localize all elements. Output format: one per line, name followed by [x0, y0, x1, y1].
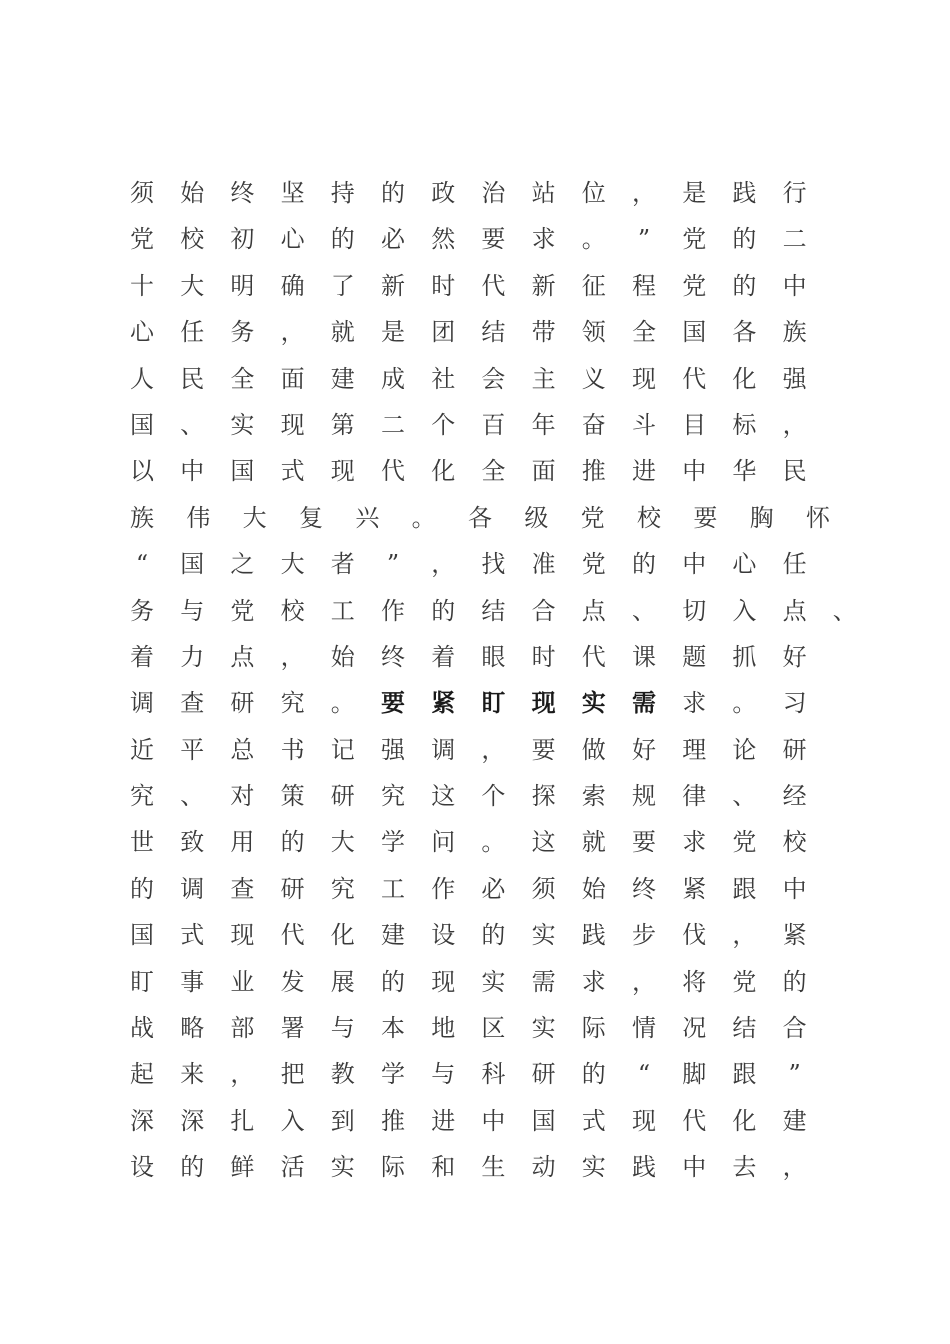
- text-line: 世 致 用 的 大 学 问 。 这 就 要 求 党 校: [130, 828, 807, 857]
- text-line: 盯 事 业 发 展 的 现 实 需 求 ， 将 党 的: [130, 967, 807, 996]
- text-line: 设 的 鲜 活 实 际 和 生 动 实 践 中 去 ，: [130, 1153, 807, 1182]
- text-line: 起 来 ， 把 教 学 与 科 研 的 “ 脚 跟 ”: [130, 1060, 801, 1089]
- text-line: 国 式 现 代 化 建 设 的 实 践 步 伐 ， 紧: [130, 921, 807, 950]
- text-line: 务 与 党 校 工 作 的 结 合 点 、 切 入 点 、: [130, 596, 857, 625]
- text-line: “ 国 之 大 者 ” ， 找 准 党 的 中 心 任: [135, 550, 807, 579]
- text-line: 调 查 研 究 。 要 紧 盯 现 实 需 求 。 习: [130, 688, 807, 718]
- text-line: 族 伟 大 复 兴 。 各 级 党 校 要 胸 怀: [130, 503, 830, 532]
- body-text: [128, 170, 857, 1191]
- text-line: 十 大 明 确 了 新 时 代 新 征 程 党 的 中: [130, 271, 807, 300]
- text-line: 心 任 务 ， 就 是 团 结 带 领 全 国 各 族: [130, 318, 807, 347]
- text-line: 战 略 部 署 与 本 地 区 实 际 情 况 结 合: [130, 1014, 807, 1043]
- text-line: 以 中 国 式 现 代 化 全 面 推 进 中 华 民: [130, 457, 807, 486]
- text-line: 的 调 查 研 究 工 作 必 须 始 终 紧 跟 中: [130, 874, 807, 903]
- text-line: 须 始 终 坚 持 的 政 治 站 位 ， 是 践 行: [130, 179, 807, 207]
- text-line: 人 民 全 面 建 成 社 会 主 义 现 代 化 强: [130, 364, 807, 393]
- text-line: 国 、 实 现 第 二 个 百 年 奋 斗 目 标 ，: [130, 410, 807, 439]
- text-line: 深 深 扎 入 到 推 进 中 国 式 现 代 化 建: [130, 1106, 807, 1135]
- text-line: 党 校 初 心 的 必 然 要 求 。 ” 党 的 二: [130, 225, 807, 254]
- text-line: 着 力 点 ， 始 终 着 眼 时 代 课 题 抓 好: [130, 642, 807, 671]
- text-line: 近 平 总 书 记 强 调 ， 要 做 好 理 论 研: [130, 735, 807, 764]
- text-line: 究 、 对 策 研 究 这 个 探 索 规 律 、 经: [130, 782, 807, 811]
